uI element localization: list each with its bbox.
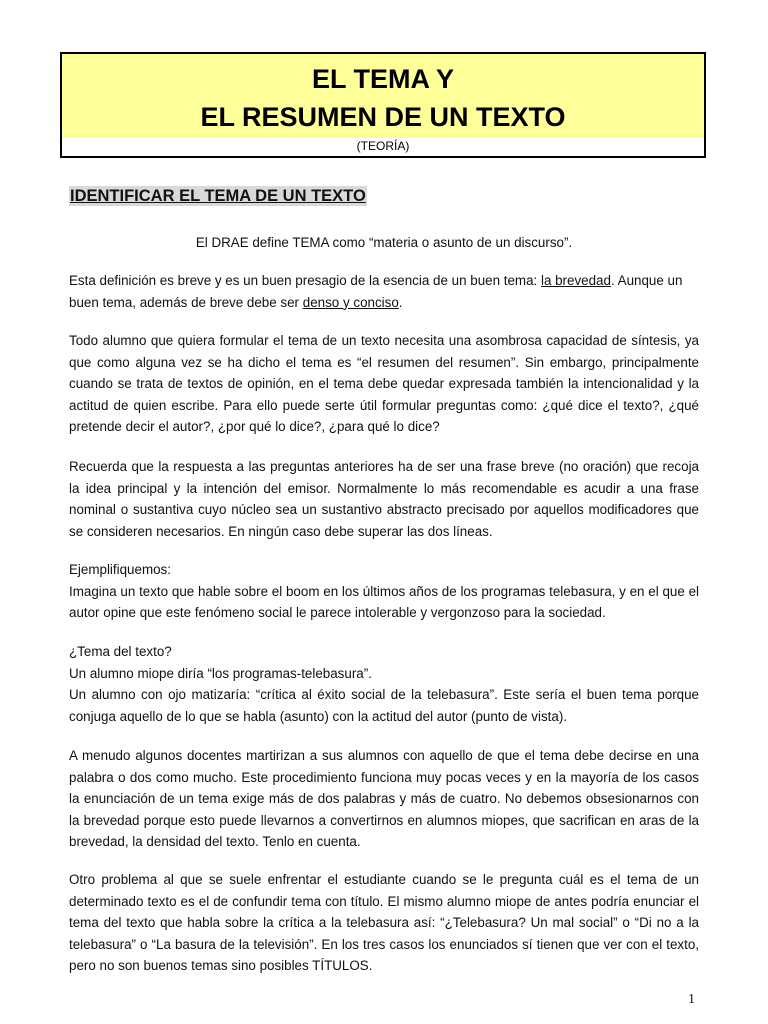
paragraph-brevity-warning: A menudo algunos docentes martirizan a sus alumnos con aquello de que el tema debe decirse en una palabra o dos como mucho. Este procedimiento funciona muy pocas veces y en la mayoría de los casos la enunciación de un tema exige más de dos palabras y más de cuatro. No debemos obsesionarnos con la brevedad porque esto puede llevarnos a convertirnos en alumnos miopes, que sacrifican en aras de la brevedad, la densidad del texto. Tenlo en cuenta.: [69, 748, 699, 849]
paragraph-example: [69, 559, 699, 624]
paragraph-theme-question: [69, 641, 699, 727]
theme-question: ¿Tema del texto?: [69, 644, 172, 659]
paragraph-brevity: [69, 270, 699, 313]
paragraph-answer: Recuerda que la respuesta a las preguntas anteriores ha de ser una frase breve (no oración) que recoja la idea principal y la intención del emisor. Normalmente lo más recomendable es acudir a una frase nominal o sustantiva cuyo núcleo sea un sustantivo abstracto precisado por aquellos modificadores que se consideren necesarios. En ningún caso debe superar las dos líneas.: [69, 459, 699, 539]
title-box: [60, 52, 706, 158]
underlined-la-brevedad: la brevedad: [540, 273, 611, 288]
paragraph-synthesis: Todo alumno que quiera formular el tema de un texto necesita una asombrosa capacidad de síntesis, ya que como alguna vez se ha dicho el tema es “el resumen del resumen”. Sin embargo, principalmente cuando se trata de textos de opinión, en el tema debe quedar expresada también la intencionalidad y la actitud de quien escribe. Para ello puede serte útil formular preguntas como: ¿qué dice el texto?, ¿qué pretende decir el autor?, ¿por qué lo dice?, ¿para qué lo dice?: [69, 333, 699, 434]
title-line-1: EL TEMA Y: [311, 64, 455, 94]
underlined-denso-y-conciso: denso y conciso: [302, 294, 399, 310]
section-heading: IDENTIFICAR EL TEMA DE UN TEXTO: [70, 187, 366, 205]
page-number: 1: [688, 992, 695, 1007]
example-label: Ejemplifiquemos:: [69, 562, 171, 577]
paragraph-brevity-part-1: Esta definición es breve y es un buen presagio de la esencia de un buen tema:: [69, 273, 541, 288]
paragraph-drae-definition: El DRAE define TEMA como “materia o asunto de un discurso”.: [195, 235, 573, 250]
example-text: Imagina un texto que hable sobre el boom en los últimos años de los programas telebasura, y en el que el autor opine que este fenómeno social le parece intolerable y vergonzoso para la sociedad.: [69, 583, 699, 620]
sharp-student-answer: Un alumno con ojo matizaría: “crítica al éxito social de la telebasura”. Este sería el buen tema porque conjuga aquello de lo que se habla (asunto) con la actitud del autor (punto de vista).: [69, 687, 699, 724]
subtitle: (TEORÍA): [356, 139, 410, 153]
myopic-student-answer: Un alumno miope diría “los programas-telebasura”.: [69, 665, 372, 681]
paragraph-title-confusion: Otro problema al que se suele enfrentar el estudiante cuando se le pregunta cuál es el tema de un determinado texto es el de confundir tema con título. El mismo alumno miope de antes podría enunciar el tema del texto que habla sobre la crítica a la telebasura así: “¿Telebasura? Un mal social” o “Di no a la telebasura” o “La basura de la televisión”. En los tres casos los enunciados sí tienen que ver con el texto, pero no son buenos temas sino posibles TÍTULOS.: [69, 872, 699, 973]
paragraph-brevity-part-2: . Aunque un buen tema, además de breve debe ser: [69, 273, 683, 310]
title-line-2: EL RESUMEN DE UN TEXTO: [200, 102, 566, 132]
paragraph-brevity-part-3: .: [398, 294, 403, 310]
